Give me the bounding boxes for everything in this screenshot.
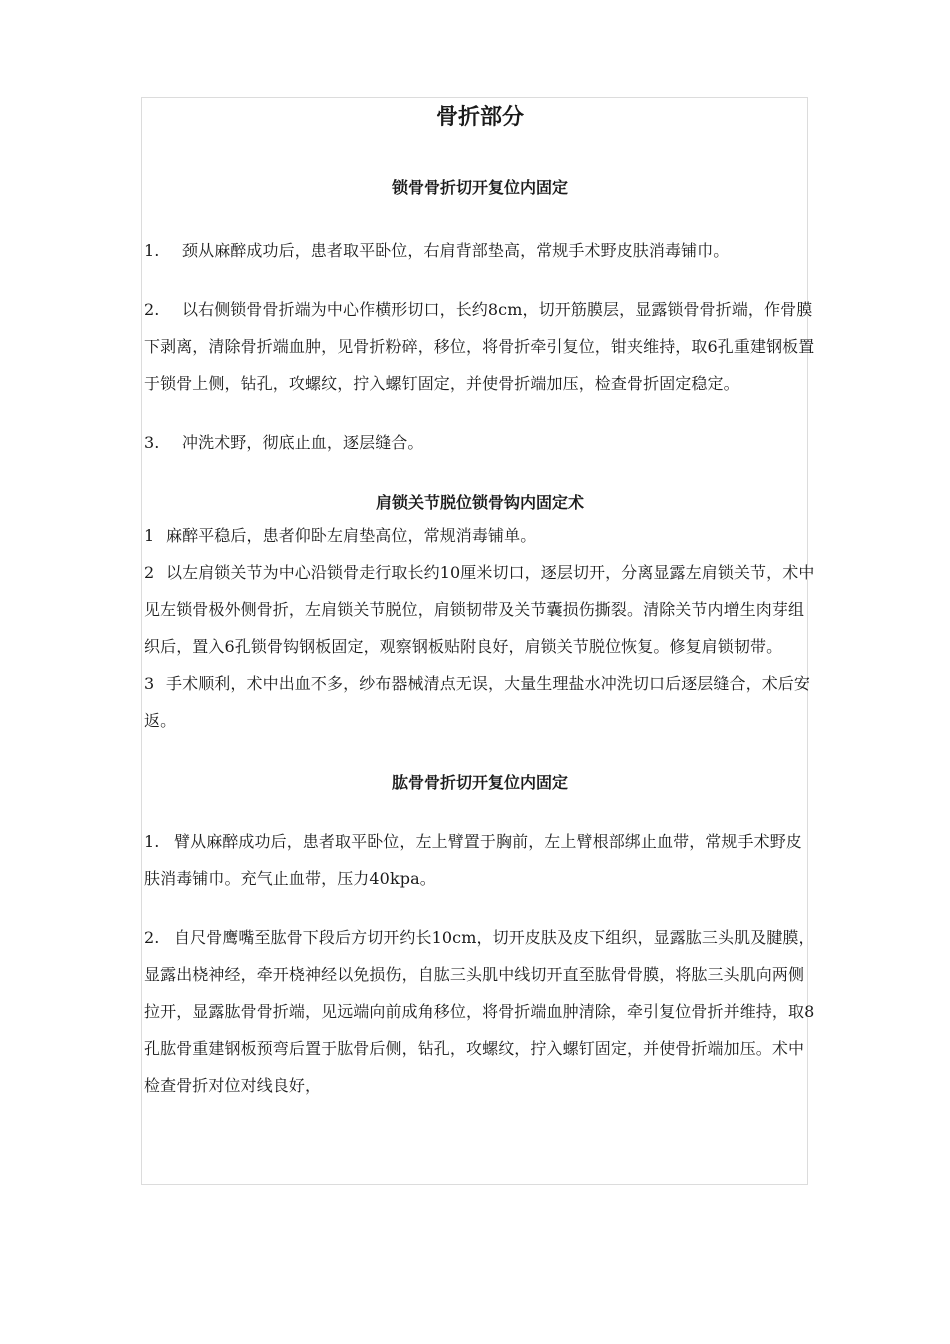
step-number: 1 [144, 526, 155, 545]
step-text: 冲洗术野，彻底止血，逐层缝合。 [182, 433, 424, 452]
step-text: 手术顺利，术中出血不多，纱布器械清点无误，大量生理盐水冲洗切口后逐层缝合，术后安返。 [144, 674, 811, 730]
document-title: 骨折部分 [435, 105, 524, 130]
step-paragraph [144, 232, 816, 269]
step-text: 以右侧锁骨骨折端为中心作横形切口，长约8cm，切开筋膜层，显露锁骨骨折端，作骨膜下剥离，清除骨折端血肿，见骨折粉碎，移位，将骨折牵引复位，钳夹维持，取6孔重建钢板置于锁骨上侧，钻孔，攻螺纹，拧入螺钉固定，并使骨折端加压，检查骨折固定稳定。 [144, 300, 815, 393]
step-text: 自尺骨鹰嘴至肱骨下段后方切开约长10cm，切开皮肤及皮下组织，显露肱三头肌及腱膜，显露出桡神经，牵开桡神经以免损伤，自肱三头肌中线切开直至肱骨骨膜，将肱三头肌向两侧拉开，显露肱骨骨折端，见远端向前成角移位，将骨折端血肿清除，牵引复位骨折并维持，取8孔肱骨重建钢板预弯后置于肱骨后侧，钻孔，攻螺纹，拧入螺钉固定，并使骨折端加压。术中检查骨折对位对线良好， [144, 928, 815, 1095]
step-paragraph [144, 517, 816, 554]
step-number: 3 [144, 674, 155, 693]
step-number: 2. [144, 300, 160, 319]
section-heading-acromioclavicular: 肩锁关节脱位锁骨钩内固定术 [375, 493, 584, 512]
step-paragraph [144, 919, 816, 1104]
step-paragraph [144, 554, 816, 665]
step-paragraph [144, 291, 816, 402]
step-paragraph [144, 823, 816, 897]
step-number: 1. [144, 241, 160, 260]
step-number: 2 [144, 563, 155, 582]
step-number: 1. [144, 832, 160, 851]
step-text: 麻醉平稳后，患者仰卧左肩垫高位，常规消毒铺单。 [166, 526, 537, 545]
section-heading-humerus: 肱骨骨折切开复位内固定 [391, 773, 568, 792]
section-heading-clavicle: 锁骨骨折切开复位内固定 [391, 178, 568, 197]
step-paragraph [144, 424, 816, 461]
step-text: 以左肩锁关节为中心沿锁骨走行取长约10厘米切口，逐层切开，分离显露左肩锁关节，术中见左锁骨极外侧骨折，左肩锁关节脱位，肩锁韧带及关节囊损伤撕裂。清除关节内增生肉芽组织后，置入6孔锁骨钩钢板固定，观察钢板贴附良好，肩锁关节脱位恢复。修复肩锁韧带。 [144, 563, 815, 656]
step-number: 3. [144, 433, 160, 452]
step-number: 2. [144, 928, 160, 947]
document-body [144, 100, 816, 1104]
step-text: 颈从麻醉成功后，患者取平卧位，右肩背部垫高，常规手术野皮肤消毒铺巾。 [182, 241, 730, 260]
step-paragraph [144, 665, 816, 739]
step-text: 臂从麻醉成功后，患者取平卧位，左上臂置于胸前，左上臂根部绑止血带，常规手术野皮肤消毒铺巾。充气止血带，压力40kpa。 [144, 832, 802, 888]
